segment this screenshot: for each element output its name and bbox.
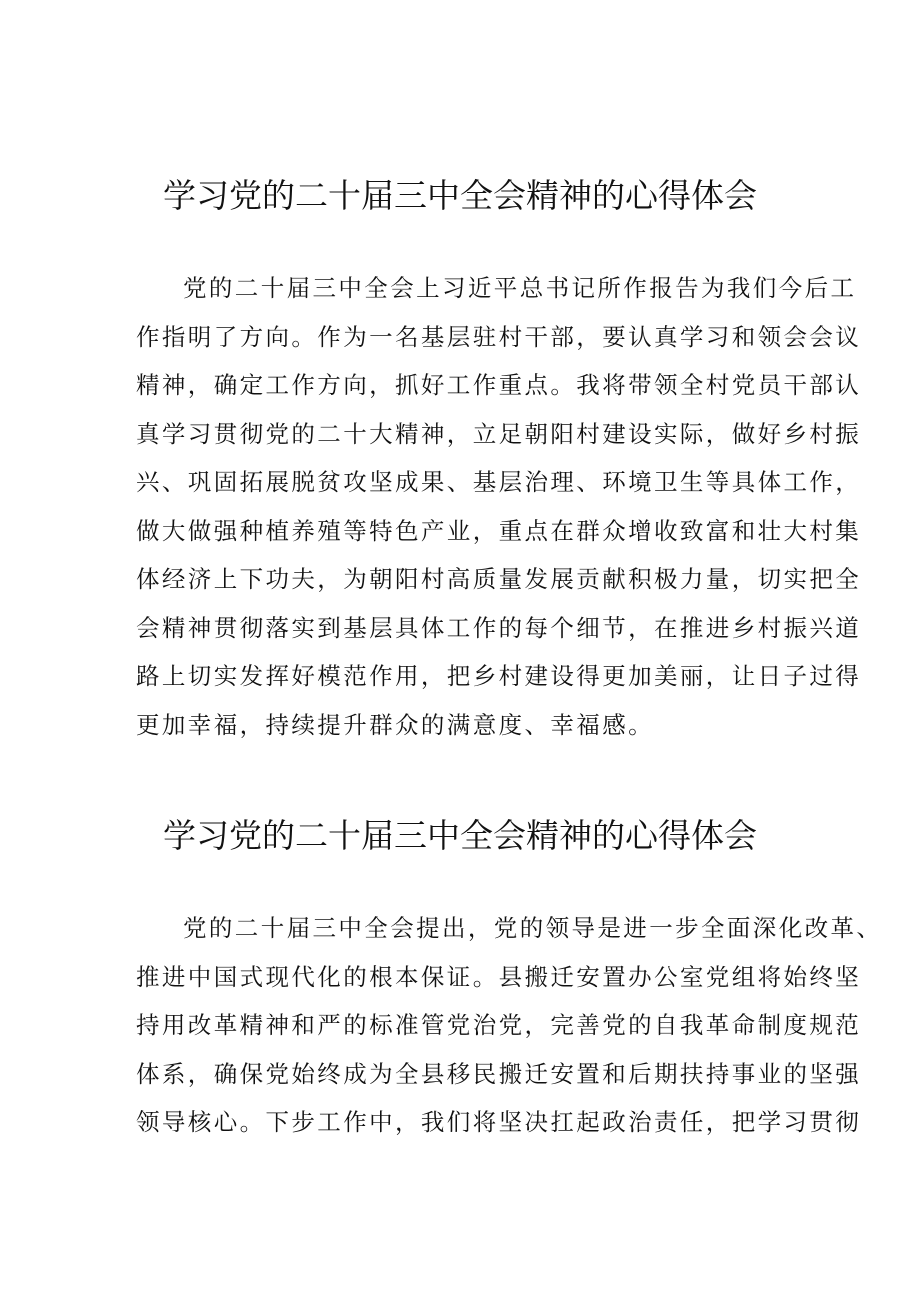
body-line: 党的二十届三中全会提出，党的领导是进一步全面深化改革、 [183,914,883,942]
section-body-1 [136,264,862,749]
body-line: 体系，确保党始终成为全县移民搬迁安置和后期扶持事业的坚强 [136,1059,862,1088]
body-line: 路上切实发挥好模范作用，把乡村建设得更加美丽，让日子过得 [136,662,862,690]
body-line: 领导核心。下步工作中，我们将坚决扛起政治责任，把学习贯彻 [136,1108,862,1136]
section-body-2 [136,904,883,1147]
body-line: 做大做强种植养殖等特色产业，重点在群众增收致富和壮大村集 [136,516,862,545]
body-line: 推进中国式现代化的根本保证。县搬迁安置办公室党组将始终坚 [136,962,862,991]
body-line: 体经济上下功夫，为朝阳村高质量发展贡献积极力量，切实把全 [136,565,862,593]
body-line: 真学习贯彻党的二十大精神，立足朝阳村建设实际，做好乡村振 [136,419,862,448]
body-line: 作指明了方向。作为一名基层驻村干部，要认真学习和领会会议 [136,322,862,351]
section-title-2: 学习党的二十届三中全会精神的心得体会 [163,816,757,855]
body-line: 兴、巩固拓展脱贫攻坚成果、基层治理、环境卫生等具体工作， [136,468,862,496]
body-line: 持用改革精神和严的标准管党治党，完善党的自我革命制度规范 [136,1011,862,1039]
section-title-1: 学习党的二十届三中全会精神的心得体会 [163,176,757,215]
body-line: 党的二十届三中全会上习近平总书记所作报告为我们今后工 [183,274,857,302]
body-line: 更加幸福，持续提升群众的满意度、幸福感。 [136,710,654,739]
body-line: 精神，确定工作方向，抓好工作重点。我将带领全村党员干部认 [136,371,862,399]
body-line: 会精神贯彻落实到基层具体工作的每个细节，在推进乡村振兴道 [136,613,862,642]
